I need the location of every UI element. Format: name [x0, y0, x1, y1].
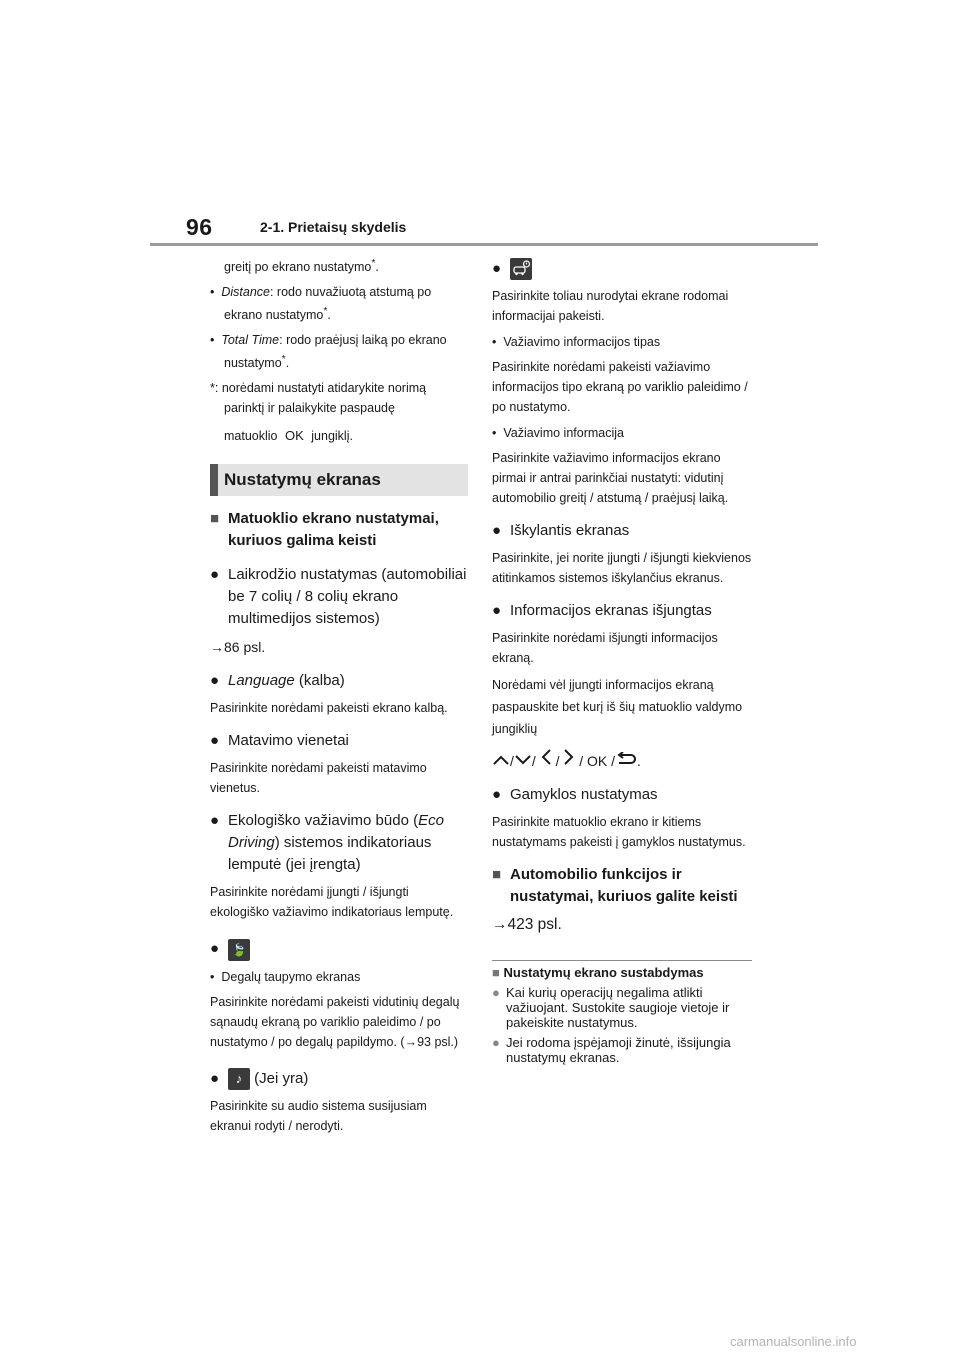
driving-info-icon-item: ● — [492, 258, 752, 280]
popup-item: ● Iškylantis ekranas — [492, 522, 630, 540]
language-text: Pasirinkite norėdami pakeisti ekrano kalbą. — [210, 701, 448, 716]
chevron-up-icon — [492, 754, 510, 766]
footnote-cont: matuoklio OK jungiklį. — [224, 428, 353, 444]
chevron-down-icon — [514, 754, 532, 766]
driving-info-text: Pasirinkite toliau nurodytai ekrane rodomai informacijai pakeisti. — [492, 289, 729, 324]
left-column — [210, 254, 468, 1142]
audio-item: ● ♪ (Jei yra) — [210, 1068, 468, 1090]
subheading-gauge-settings: ■ Matuoklio ekrano nustatymai, kuriuos galima keisti — [210, 510, 439, 550]
vehicle-functions-ref: →423 psl. — [492, 916, 562, 934]
driving-info-icon — [510, 258, 532, 280]
eco-text: Pasirinkite norėdami įjungti / išjungti ekologiško važiavimo indikatoriaus lemputę. — [210, 885, 454, 920]
watermark: carmanualsonline.info — [730, 1334, 857, 1349]
info-off-text: Pasirinkite norėdami išjungti informacijos ekraną. — [492, 631, 718, 666]
ok-switch-icon: OK — [587, 753, 608, 770]
info-off-item: ● Informacijos ekranas išjungtas — [492, 602, 712, 620]
clock-item: ● Laikrodžio nustatymas (automobiliai be 7 colių / 8 colių ekrano multimedijos sistemos) — [210, 566, 467, 628]
switch-glyphs: / / / / OK / . — [492, 748, 752, 772]
eco-item: ● Ekologiško važiavimo būdo (Eco Driving) sistemos indikatoriaus lemputė (jei įrengta) — [210, 812, 444, 874]
info-type-sub: • Važiavimo informacijos tipas — [492, 335, 661, 350]
chevron-left-icon — [540, 748, 552, 766]
section-heading: Nustatymų ekranas — [210, 464, 468, 496]
chevron-right-icon — [563, 748, 575, 766]
factory-text: Pasirinkite matuoklio ekrano ir kitiems nustatymams pakeisti į gamyklos nustatymus. — [492, 815, 746, 850]
popup-text: Pasirinkite, jei norite įjungti / išjungti kiekvienos atitinkamos sistemos iškylančius ekranus. — [492, 551, 752, 586]
chapter-title: 2-1. Prietaisų skydelis — [260, 219, 407, 235]
distance-item: • Distance: rodo nuvažiuotą atstumą po ekrano nustatymo*. — [210, 285, 432, 323]
note-item-1: ● Kai kurių operacijų negalima atlikti važiuojant. Sustokite saugioje vietoje ir pakeiskite nustatymus. — [492, 985, 730, 1031]
fuel-sub: • Degalų taupymo ekranas — [210, 969, 361, 984]
leaf-icon: 🍃 — [228, 939, 250, 961]
page-number: 96 — [186, 214, 213, 240]
note-rule — [492, 960, 752, 961]
info-type-text: Pasirinkite norėdami pakeisti važiavimo informacijos tipo ekraną po variklio paleidimo / po nustatymo. — [492, 360, 748, 415]
units-item: ● Matavimo vienetai — [210, 732, 349, 750]
info-again-text: Norėdami vėl įjungti informacijos ekraną paspauskite bet kurį iš šių matuoklio valdymo jungiklių — [492, 678, 743, 737]
language-item: ● Language (kalba) — [210, 672, 345, 690]
back-icon — [615, 752, 637, 766]
info-text: Pasirinkite važiavimo informacijos ekrano pirmai ir antrai parinkčiai nustatyti: vidutinį automobilio greitį / atstumą / praėjusį laiką. — [492, 451, 729, 506]
music-note-icon: ♪ — [228, 1068, 250, 1090]
ok-switch-icon: OK — [284, 428, 304, 444]
subheading-vehicle-functions: ■ Automobilio funkcijos ir nustatymai, kuriuos galite keisti — [492, 866, 738, 906]
factory-item: ● Gamyklos nustatymas — [492, 786, 658, 804]
fuel-text: Pasirinkite norėdami pakeisti vidutinių degalų sąnaudų ekraną po variklio paleidimo / po nustatymo / po degalų papildymo. (→93 psl.) — [210, 994, 460, 1049]
cont-text: greitį po ekrano nustatymo*. — [224, 258, 379, 275]
info-sub: • Važiavimo informacija — [492, 426, 624, 441]
footnote: *: norėdami nustatyti atidarykite norimą parinktį ir palaikykite paspaudę — [210, 381, 427, 416]
clock-ref: →86 psl. — [210, 639, 266, 656]
note-heading: ■ Nustatymų ekrano sustabdymas — [492, 965, 704, 981]
fuel-icon-item: ● 🍃 — [210, 938, 468, 960]
units-text: Pasirinkite norėdami pakeisti matavimo vienetus. — [210, 761, 427, 796]
note-item-2: ● Jei rodoma įspėjamoji žinutė, išsijungia nustatymų ekranas. — [492, 1035, 731, 1066]
total-time-item: • Total Time: rodo praėjusį laiką po ekrano nustatymo*. — [210, 333, 447, 371]
audio-text: Pasirinkite su audio sistema susijusiam ekranui rodyti / nerodyti. — [210, 1098, 427, 1133]
right-column — [492, 254, 752, 1065]
header-rule — [150, 243, 818, 246]
